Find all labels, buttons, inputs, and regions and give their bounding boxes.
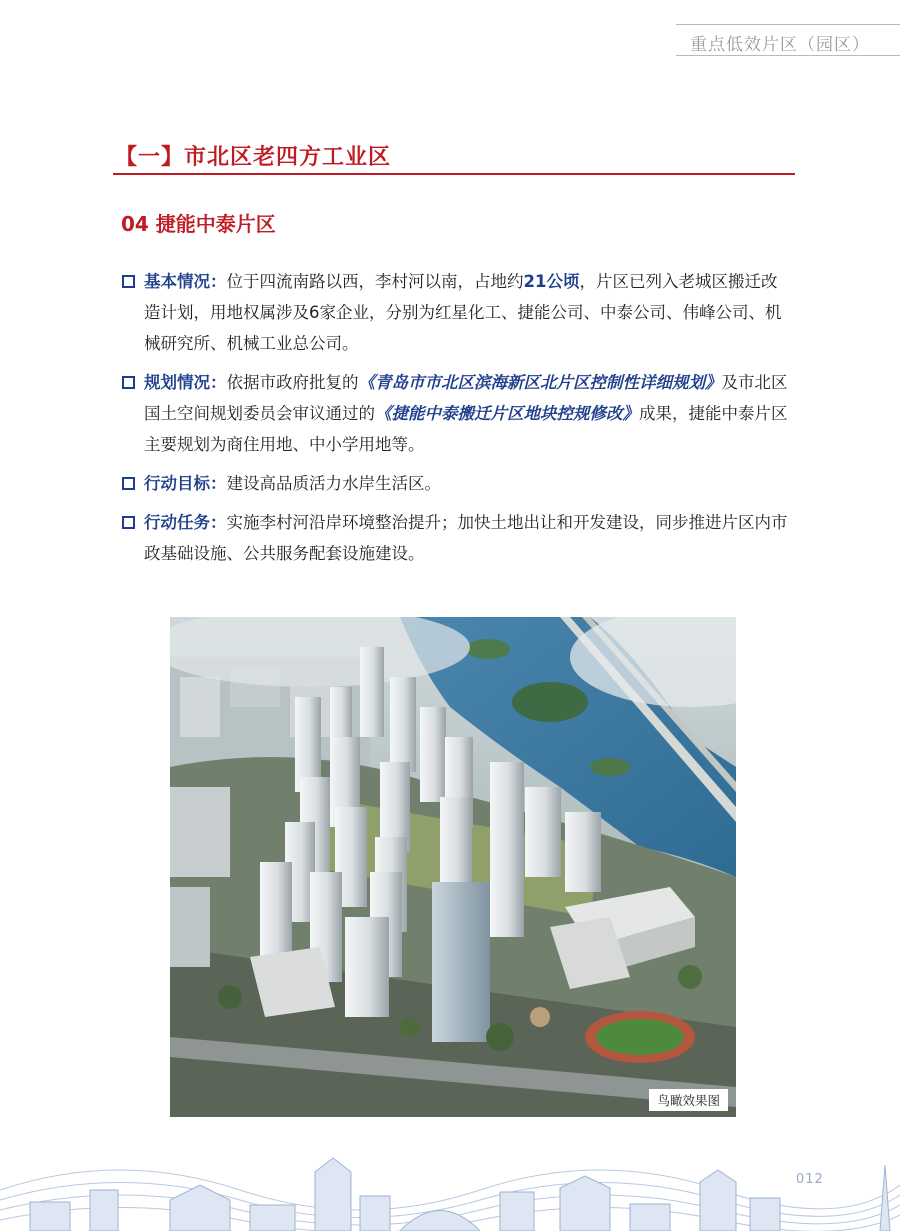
item-text: 依据市政府批复的 <box>226 373 359 392</box>
image-caption: 鸟瞰效果图 <box>649 1089 728 1111</box>
info-list <box>122 266 792 577</box>
item-label: 基本情况： <box>144 272 227 291</box>
aerial-rendering-illustration <box>170 617 736 1117</box>
plan-document-title: 《捷能中泰搬迁片区地块控规修改》 <box>375 404 639 423</box>
section-title: 【一】市北区老四方工业区 <box>115 145 392 170</box>
item-text: 及市北区国土空间规划委员会审议通过的 <box>144 373 788 423</box>
square-bullet-icon <box>122 376 135 389</box>
item-label: 行动任务： <box>144 513 227 532</box>
item-text: 建设高品质活力水岸生活区。 <box>226 474 441 493</box>
square-bullet-icon <box>122 275 135 288</box>
page-number: 012 <box>796 1172 824 1187</box>
list-item-basic <box>122 266 792 359</box>
header-bottom-line <box>676 55 900 56</box>
square-bullet-icon <box>122 516 135 529</box>
item-text: 位于四流南路以西，李村河以南，占地约 <box>226 272 524 291</box>
item-text: 成果，捷能中泰片区主要规划为商住用地、中小学用地等。 <box>144 404 788 454</box>
item-label: 行动目标： <box>144 474 227 493</box>
item-text: ，片区已列入老城区搬迁改造计划，用地权属涉及6家企业，分别为红星化工、捷能公司、中泰公司、伟峰公司、机械研究所、机械工业总公司。 <box>144 272 782 353</box>
list-item-planning <box>122 367 792 460</box>
item-highlight: 21公顷 <box>523 272 580 291</box>
header-tag-text: 重点低效片区（园区） <box>690 35 870 55</box>
plan-document-title: 《青岛市市北区滨海新区北片区控制性详细规划》 <box>358 373 722 392</box>
square-bullet-icon <box>122 477 135 490</box>
header-tag <box>676 24 900 56</box>
list-item-tasks <box>122 507 792 569</box>
item-text: 实施李村河沿岸环境整治提升；加快土地出让和开发建设，同步推进片区内市政基础设施、公共服务配套设施建设。 <box>144 513 788 563</box>
item-label: 规划情况： <box>144 373 227 392</box>
header-top-line <box>676 24 900 25</box>
list-item-goal <box>122 468 792 499</box>
aerial-rendering-image <box>170 617 736 1117</box>
section-divider <box>113 173 795 175</box>
subsection-title: 04 捷能中泰片区 <box>121 212 276 236</box>
footer-skyline-decoration <box>0 1130 900 1231</box>
